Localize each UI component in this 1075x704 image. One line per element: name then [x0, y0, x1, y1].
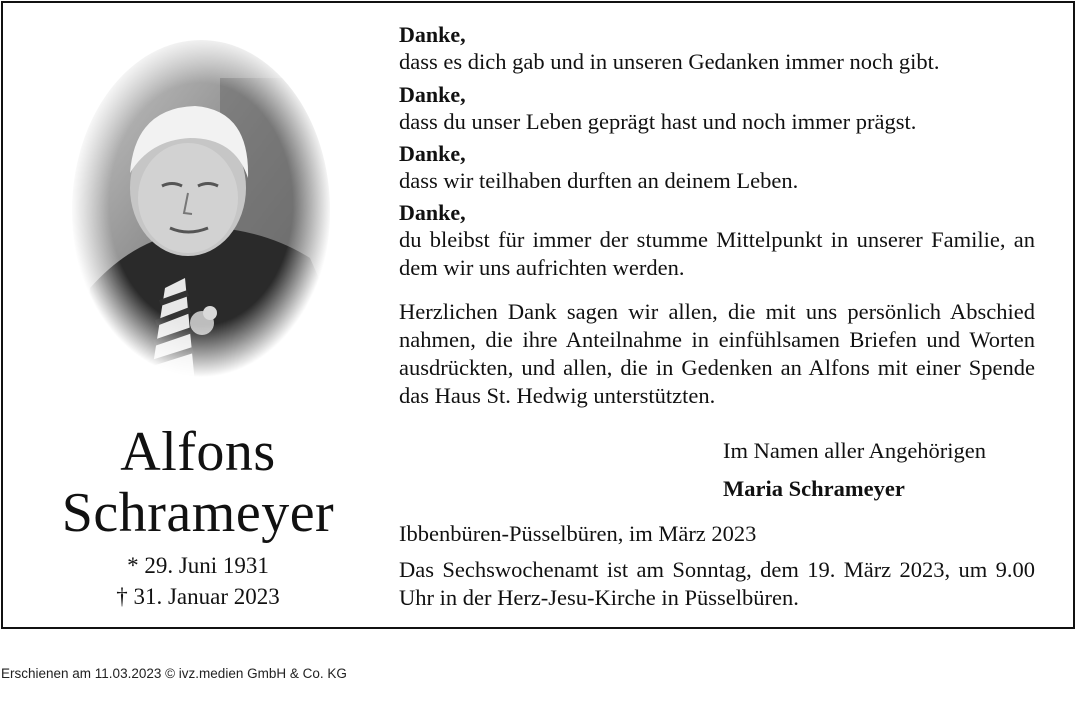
death-date: † 31. Januar 2023: [116, 584, 280, 609]
publication-footer: Erschienen am 11.03.2023 © ivz.medien GmbH & Co. KG: [1, 666, 347, 681]
birth-date: * 29. Juni 1931: [127, 553, 269, 578]
portrait-photo-icon: [70, 38, 332, 384]
verse-heading: Danke,: [399, 22, 466, 47]
place-date: Ibbenbüren-Püsselbüren, im März 2023: [399, 521, 757, 546]
verse-text: dass wir teilhaben durften an deinem Leben.: [399, 168, 799, 193]
thanks-verse-3: [399, 141, 1035, 195]
verse-text: dass du unser Leben geprägt hast und noch immer prägst.: [399, 109, 917, 134]
deceased-last-name: Schrameyer: [61, 482, 335, 544]
thanks-verse-4: [399, 200, 1035, 282]
thanks-verse-2: [399, 82, 1035, 136]
verse-heading: Danke,: [399, 200, 466, 225]
signature-intro: Im Namen aller Angehörigen: [723, 438, 987, 463]
thanks-verse-1: [399, 22, 1035, 76]
signature-name: Maria Schrameyer: [723, 476, 905, 501]
thanks-paragraph: Herzlichen Dank sagen wir allen, die mit uns persönlich Abschied nahmen, die ihre Anteilnahme in einfühlsamen Briefen und Worten ausdrückten, und allen, die in Gedenken an Alfons mit einer Spende das Haus St. Hedwig unterstützten.: [399, 299, 1035, 408]
verse-heading: Danke,: [399, 141, 466, 166]
deceased-first-name: Alfons: [120, 421, 276, 483]
verse-text: dass es dich gab und in unseren Gedanken immer noch gibt.: [399, 49, 940, 74]
verse-heading: Danke,: [399, 82, 466, 107]
verse-text: du bleibst für immer der stumme Mittelpunkt in unserer Familie, an dem wir uns aufrichten werden.: [399, 227, 1035, 280]
mass-announcement: Das Sechswochenamt ist am Sonntag, dem 19. März 2023, um 9.00 Uhr in der Herz-Jesu-Kirche in Püsselbüren.: [399, 557, 1035, 610]
